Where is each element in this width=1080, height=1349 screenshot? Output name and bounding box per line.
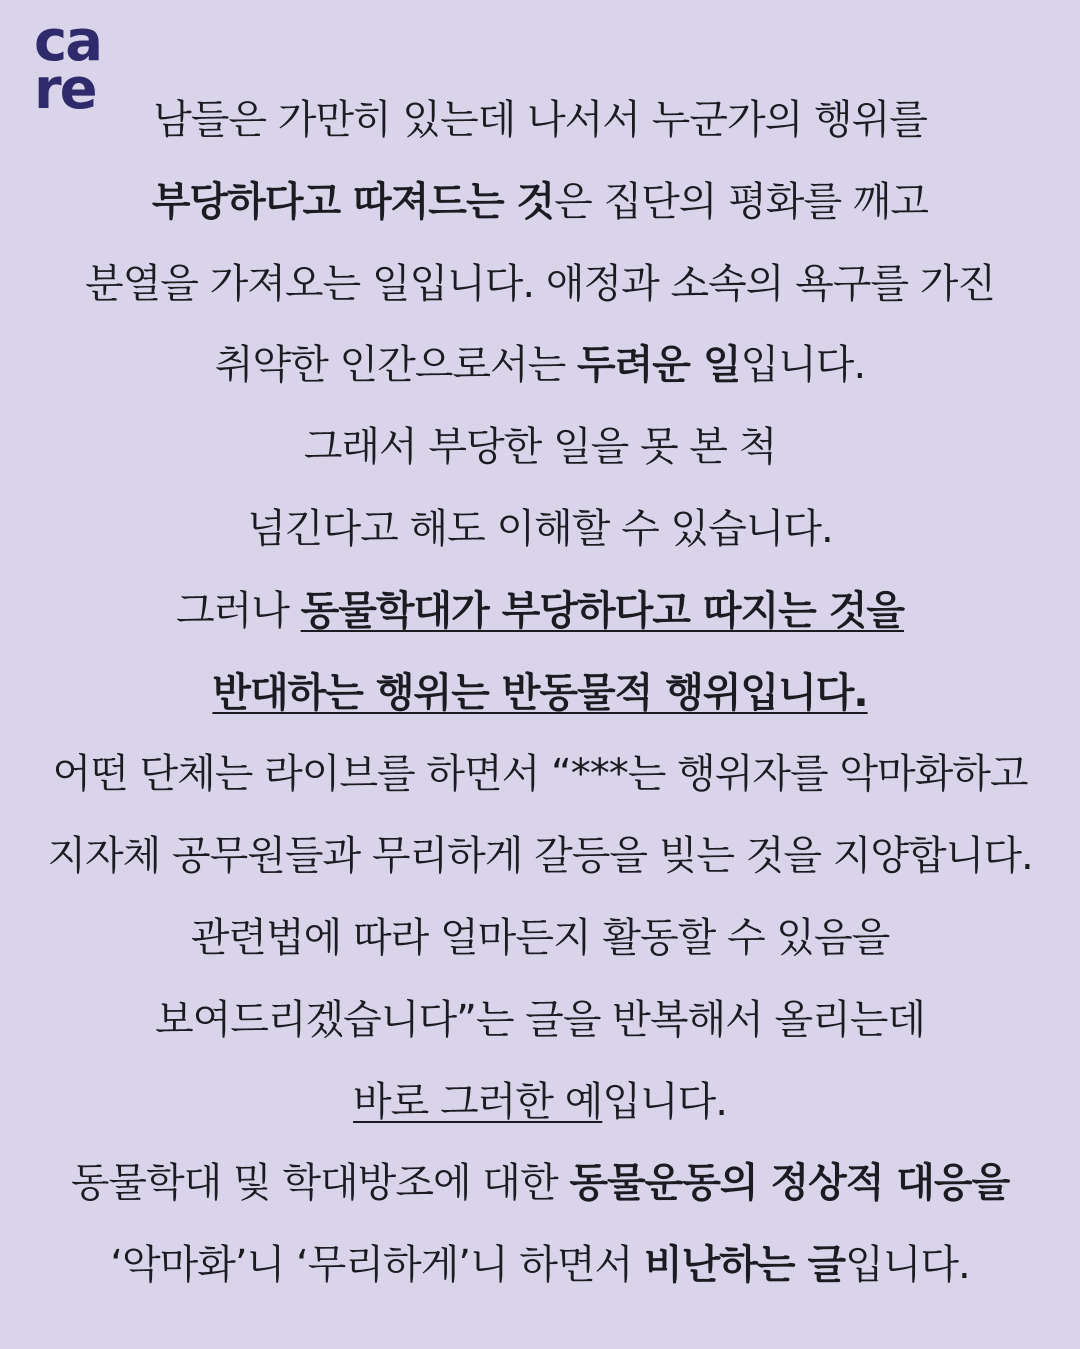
text-segment: 입니다. <box>602 1078 727 1125</box>
text-segment: ‘악마화’니 ‘무리하게’니 하면서 <box>110 1242 644 1289</box>
text-segment: 관련법에 따라 얼마든지 활동할 수 있음을 <box>190 914 890 961</box>
text-segment: 은 집단의 평화를 깨고 <box>554 178 929 225</box>
text-segment: 넘긴다고 해도 이해할 수 있습니다. <box>247 505 833 552</box>
text-segment: 그러나 <box>175 587 301 634</box>
text-segment-bold-underlined: 동물학대가 부당하다고 따지는 것을 <box>300 587 905 634</box>
text-line-14 <box>0 1143 1080 1225</box>
text-segment: 남들은 가만히 있는데 나서서 누군가의 행위를 <box>153 97 927 143</box>
text-line-10 <box>0 816 1080 898</box>
text-segment: 취약한 인간으로서는 <box>214 342 578 389</box>
text-line-4 <box>0 325 1080 407</box>
text-line-8 <box>0 653 1080 735</box>
text-segment: 그래서 부당한 일을 못 본 척 <box>303 424 777 471</box>
logo-text-top: ca <box>34 9 101 74</box>
text-segment: 어떤 단체는 라이브를 하면서 “***는 행위자를 악마화하고 <box>52 751 1028 798</box>
text-line-2 <box>0 162 1080 244</box>
text-segment: 지자체 공무원들과 무리하게 갈등을 빚는 것을 지양합니다. <box>47 833 1033 880</box>
text-segment-bold: 비난하는 글 <box>643 1242 846 1289</box>
text-segment: 입니다. <box>740 342 866 389</box>
text-line-13 <box>0 1062 1080 1144</box>
logo-text-bottom: re <box>34 57 96 122</box>
text-segment: 입니다. <box>845 1242 970 1289</box>
text-segment-bold: 두려운 일 <box>577 342 741 389</box>
text-line-15 <box>0 1225 1080 1307</box>
text-line-12 <box>0 980 1080 1062</box>
text-segment: 분열을 가져오는 일입니다. 애정과 소속의 욕구를 가진 <box>84 260 996 307</box>
body-text <box>0 80 1080 1307</box>
text-line-1 <box>0 80 1080 162</box>
text-line-9 <box>0 734 1080 816</box>
text-line-7 <box>0 571 1080 653</box>
text-line-3 <box>0 244 1080 326</box>
text-segment: 동물학대 및 학대방조에 대한 <box>70 1160 570 1207</box>
text-line-5 <box>0 407 1080 489</box>
text-segment-bold-underlined: 반대하는 행위는 반동물적 행위입니다. <box>212 669 868 716</box>
text-line-11 <box>0 898 1080 980</box>
text-segment: 보여드리겠습니다”는 글을 반복해서 올리는데 <box>154 996 926 1043</box>
text-line-6 <box>0 489 1080 571</box>
text-segment-underlined: 바로 그러한 예 <box>353 1078 603 1125</box>
text-segment-bold: 동물운동의 정상적 대응을 <box>569 1160 1010 1207</box>
text-segment-bold: 부당하다고 따져드는 것 <box>151 178 555 225</box>
